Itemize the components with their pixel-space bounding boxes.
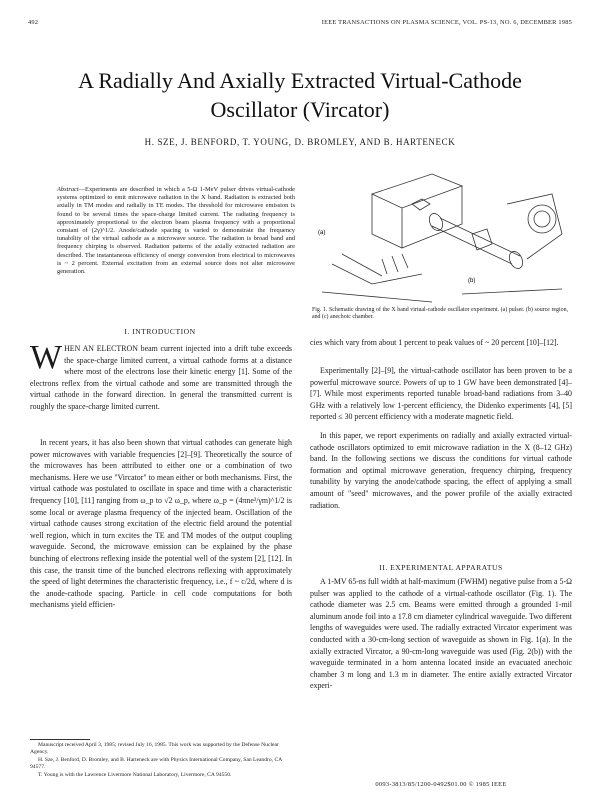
copyright-line: 0093-3813/85/1200-0492$01.00 © 1985 IEEE (375, 781, 507, 788)
intro-text-1: HEN AN ELECTRON beam current injected into a drift tube exceeds the space-charge limited current, a virtual cathode forms at a distance where most of the electrons lose their kinetic energy [1]. Some of the electrons reflex from the virtual cathode and some are transmitted through the virtual cathode in the forward direction. In general the transmitted current is roughly the space-charge limited current. (30, 344, 292, 411)
intro-text-3: Experimentally [2]–[9], the virtual-cathode oscillator has been proven to be a powerful microwave source. Powers of up to 1 GW have been demonstrated [4]–[7]. While most experiments reported tunable broad-band radiations from 3–40 GHz with a relatively low 1-percent efficiency, the Didenko experiments [4], [5] reported ≤ 30 percent efficiency with a moderate magnetic field. (310, 366, 572, 422)
abstract-text: —Experiments are described in which a 5-Ω 1-MeV pulser drives virtual-cathode systems optimized to emit microwave radiation in the X band. Radiation is extracted both axially in TM modes and radially in TE modes. The threshold for microwave emission is found to be several times the space-charge limited current. The radiating frequency is approximately proportional to the electron beam plasma frequency with a proportional constant of (2γ)^1/2. Anode/cathode spacing is varied to demonstrate the frequency tunability of the virtual cathode as a microwave source. The radiation is broad band and frequency chirping is observed. Radiation patterns of the axially extracted radiation are described. The instantaneous efficiency of energy conversion from electrical to microwaves is ~ 2 percent. External excitation from an external source does not alter microwave generation. (57, 186, 295, 276)
intro-paragraph-4 (310, 430, 572, 511)
title-line-1: A Radially And Axially Extracted Virtual-Cathode (78, 68, 522, 93)
figure-label-a: (a) (318, 230, 326, 236)
apparatus-schematic-figure (312, 164, 574, 307)
intro-text-continued: cies which vary from about 1 percent to peak values of ~ 20 percent [10]–[12]. (310, 338, 559, 347)
abstract-label: Abstract (57, 186, 79, 193)
running-header: IEEE TRANSACTIONS ON PLASMA SCIENCE, VOL. PS-13, NO. 6, DECEMBER 1985 (321, 19, 572, 26)
title-line-2: Oscillator (Vircator) (210, 97, 390, 122)
waveguide-tube (432, 218, 520, 264)
intro-paragraph-2 (30, 437, 292, 611)
intro-paragraph-1 (30, 339, 292, 413)
footnote-2: H. Sze, J. Benford, D. Bromley, and B. Harteneck are with Physics International Company, San Leandro, CA 94577. (30, 757, 282, 770)
footnotes (30, 739, 292, 780)
section-heading-introduction: I. INTRODUCTION (124, 327, 196, 336)
section-heading-apparatus: II. EXPERIMENTAL APPARATUS (379, 563, 503, 572)
intro-text-4: In this paper, we report experiments on radially and axially extracted virtual-cathode oscillators optimized to emit microwave radiation in the X (8–12 GHz) band. In the following sections we discuss the conditions for virtual cathode formation and optimal microwave generation, frequency chirping, frequency tunability by varying the anode/cathode spacing, the effect of applying a small amount of "seed" microwaves, and the power profile of the axially extracted radiation. (310, 431, 572, 510)
figure-caption: Fig. 1. Schematic drawing of the X band virtual-cathode oscillator experiment. (a) pulser. (b) source region, and (c) anechoic chamber. (312, 307, 568, 321)
footnote-3: T. Young is with the Lawrence Livermore National Laboratory, Livermore, CA 94550. (38, 772, 232, 778)
apparatus-paragraph-1 (310, 576, 572, 692)
apparatus-text-1: A 1-MV 65-ns full width at half-maximum (FWHM) negative pulse from a 5-Ω pulser was applied to the cathode of a virtual-cathode oscillator (Fig. 1). The cathode diameter was 2.5 cm. Beams were emitted through a grounded 1-mil aluminum anode foil into a 17.8 cm diameter cylindrical waveguide. Two different lengths of waveguides were used. The radially extracted Vircator experiment was conducted with a 30-cm-long section of waveguide as shown in Fig. 1(a). In the axially extracted Vircator, a 90-cm-long waveguide was used (Fig. 2(b)) with the waveguide terminated in a horn antenna located inside an evacuated anechoic chamber 3 m long and 1.3 m in diameter. The entire axially extracted Vircator experi- (310, 577, 572, 691)
intro-text-2: In recent years, it has also been shown that virtual cathodes can generate high power microwaves with variable frequencies [2]–[9]. Theoretically the source of the microwaves has been attributed to either one or a combination of two mechanisms. Here we use "Vircator" to mean either or both mechanisms. First, the virtual cathode was postulated to oscillate in space and time with a characteristic frequency [10], [11] ranging from ω_p to √2 ω_p, where ω_p = (4πne²/γm)^1/2 is some local or average plasma frequency of the injected beam. Oscillation of the virtual cathode causes strong excitation of the electric field around the potential well region, which in turn excites the TE and TM modes of the output coupling waveguide. Second, the microwave emission can be explained by the phase bunching of electrons reflexing inside the potential well of the system [2], [12]. In this case, the transit time of the bunched electrons reflexing with approximately the speed of light determines the characteristic frequency, i.e., f ~ c/2d, where d is the anode-cathode spacing. Particle in cell code computations for both mechanisms yield efficien- (30, 438, 292, 610)
footnote-rule (30, 739, 90, 740)
figure-label-b: (b) (468, 278, 476, 284)
footnote-1: Manuscript received April 3, 1985; revised July 16, 1985. This work was supported by the Defense Nuclear Agency. (30, 742, 279, 755)
page-number: 492 (28, 19, 39, 26)
pulser-housing (372, 174, 462, 208)
drop-cap: W (30, 339, 63, 376)
abstract (57, 186, 295, 276)
intro-paragraph-3 (310, 365, 572, 423)
paper-title (0, 66, 600, 124)
author-list: H. SZE, J. BENFORD, T. YOUNG, D. BROMLEY, AND B. HARTENECK (144, 137, 456, 147)
intro-continued (310, 337, 572, 349)
